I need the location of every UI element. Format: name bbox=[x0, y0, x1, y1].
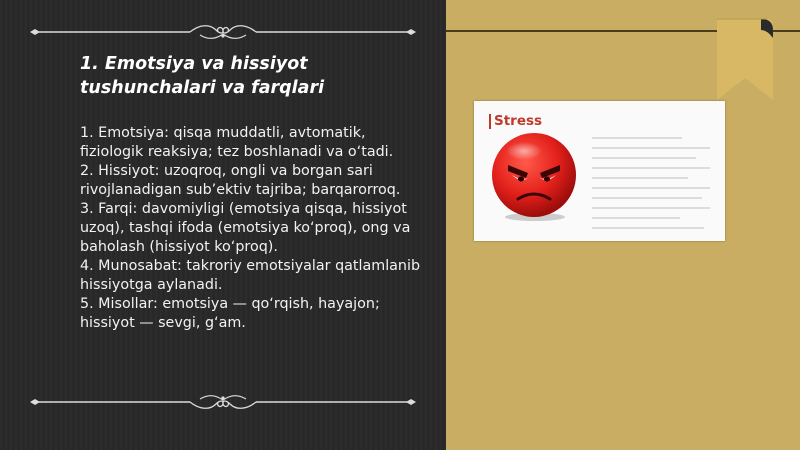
bookmark-ribbon-icon bbox=[717, 16, 773, 100]
definition-item-3: 3. Farqi: davomiyligi (emotsiya qisqa, hissiyot uzoq), tashqi ifoda (emotsiya ko‘proq), ong va baholash (hissiyot ko‘proq). bbox=[80, 201, 411, 255]
top-ornament-divider-icon bbox=[30, 22, 416, 42]
definition-list bbox=[80, 124, 430, 333]
angry-face-icon bbox=[488, 131, 580, 223]
definition-item-2: 2. Hissiyot: uzoqroq, ongli va borgan sari rivojlanadigan sub’ektiv tajriba; barqarorroq. bbox=[80, 163, 401, 198]
stress-label: Stress bbox=[494, 113, 543, 129]
blurred-text-area bbox=[592, 133, 716, 233]
bottom-ornament-divider-icon bbox=[30, 392, 416, 412]
definition-item-1: 1. Emotsiya: qisqa muddatli, avtomatik, fiziologik reaksiya; tez boshlanadi va o‘tadi. bbox=[80, 125, 394, 160]
definition-item-5: 5. Misollar: emotsiya — qo‘rqish, hayajon; hissiyot — sevgi, g‘am. bbox=[80, 296, 380, 331]
stress-image bbox=[474, 101, 725, 241]
definition-item-4: 4. Munosabat: takroriy emotsiyalar qatlamlanib hissiyotga aylanadi. bbox=[80, 258, 421, 293]
stress-label-marker bbox=[489, 114, 491, 129]
slide-title: 1. Emotsiya va hissiyot tushunchalari va farqlari bbox=[80, 54, 325, 98]
